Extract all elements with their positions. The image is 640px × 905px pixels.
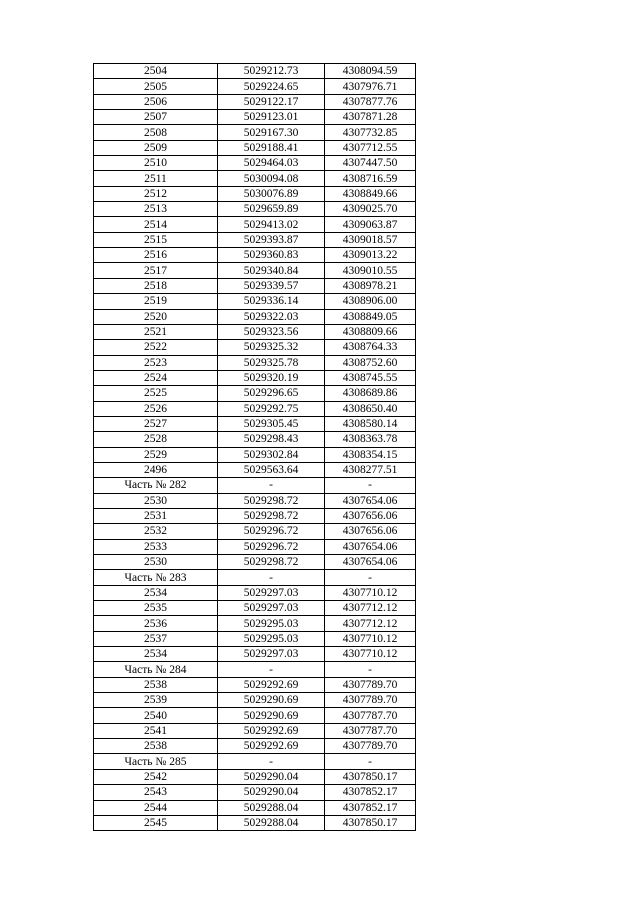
point-number-cell: 2517 <box>94 263 218 278</box>
y-coordinate-cell: 4307654.06 <box>325 493 416 508</box>
point-number-cell: 2532 <box>94 524 218 539</box>
x-coordinate-cell: 5029413.02 <box>218 217 325 232</box>
y-coordinate-cell: 4308354.15 <box>325 447 416 462</box>
table-row <box>94 278 416 293</box>
x-coordinate-cell: 5029297.03 <box>218 601 325 616</box>
point-number-cell: 2527 <box>94 416 218 431</box>
point-number-cell: 2538 <box>94 739 218 754</box>
point-number-cell: 2538 <box>94 677 218 692</box>
table-row <box>94 110 416 125</box>
x-coordinate-cell: 5029298.72 <box>218 508 325 523</box>
table-row <box>94 370 416 385</box>
point-number-cell: 2535 <box>94 601 218 616</box>
x-coordinate-cell: 5029292.69 <box>218 677 325 692</box>
x-coordinate-cell: 5029360.83 <box>218 248 325 263</box>
x-coordinate-cell: 5029340.84 <box>218 263 325 278</box>
point-number-cell: 2516 <box>94 248 218 263</box>
y-coordinate-cell: 4308689.86 <box>325 386 416 401</box>
point-number-cell: 2525 <box>94 386 218 401</box>
x-coordinate-cell: 5029464.03 <box>218 156 325 171</box>
table-row <box>94 800 416 815</box>
x-coordinate-cell: 5029290.04 <box>218 785 325 800</box>
table-row <box>94 539 416 554</box>
y-coordinate-cell: 4307654.06 <box>325 539 416 554</box>
y-coordinate-cell: 4307656.06 <box>325 508 416 523</box>
y-coordinate-cell: 4309063.87 <box>325 217 416 232</box>
table-row <box>94 708 416 723</box>
y-coordinate-cell: 4308580.14 <box>325 416 416 431</box>
y-coordinate-cell: 4309025.70 <box>325 202 416 217</box>
y-coordinate-cell: 4308277.51 <box>325 462 416 477</box>
table-row <box>94 815 416 830</box>
x-coordinate-cell: 5029292.69 <box>218 723 325 738</box>
y-coordinate-cell: 4307712.12 <box>325 601 416 616</box>
x-coordinate-cell: 5029122.17 <box>218 94 325 109</box>
table-row <box>94 462 416 477</box>
table-row <box>94 309 416 324</box>
point-number-cell: 2523 <box>94 355 218 370</box>
point-number-cell: 2540 <box>94 708 218 723</box>
point-number-cell: 2539 <box>94 693 218 708</box>
y-coordinate-cell: 4307710.12 <box>325 631 416 646</box>
x-coordinate-cell: 5029393.87 <box>218 232 325 247</box>
point-number-cell: 2504 <box>94 64 218 79</box>
part-header-row <box>94 662 416 677</box>
x-coordinate-cell: 5029296.72 <box>218 539 325 554</box>
y-coordinate-cell: 4308363.78 <box>325 432 416 447</box>
table-row <box>94 585 416 600</box>
point-number-cell: 2505 <box>94 79 218 94</box>
x-coordinate-cell: 5029325.32 <box>218 340 325 355</box>
table-row <box>94 140 416 155</box>
table-row <box>94 171 416 186</box>
point-number-cell: 2508 <box>94 125 218 140</box>
y-coordinate-cell: 4309013.22 <box>325 248 416 263</box>
table-row <box>94 555 416 570</box>
y-coordinate-cell: 4308094.59 <box>325 64 416 79</box>
point-number-cell: 2542 <box>94 769 218 784</box>
table-row <box>94 508 416 523</box>
y-coordinate-cell: 4308809.66 <box>325 324 416 339</box>
y-coordinate-cell: 4308978.21 <box>325 278 416 293</box>
y-coordinate-cell: 4307654.06 <box>325 555 416 570</box>
point-number-cell: 2518 <box>94 278 218 293</box>
x-coordinate-cell: 5029212.73 <box>218 64 325 79</box>
point-number-cell: 2536 <box>94 616 218 631</box>
y-coordinate-cell: 4308849.05 <box>325 309 416 324</box>
y-coordinate-cell: 4309018.57 <box>325 232 416 247</box>
y-coordinate-cell: 4308906.00 <box>325 294 416 309</box>
table-row <box>94 125 416 140</box>
y-coordinate-cell: - <box>325 570 416 585</box>
x-coordinate-cell: 5029339.57 <box>218 278 325 293</box>
y-coordinate-cell: 4308745.55 <box>325 370 416 385</box>
x-coordinate-cell: - <box>218 478 325 493</box>
point-number-cell: Часть № 284 <box>94 662 218 677</box>
x-coordinate-cell: 5029224.65 <box>218 79 325 94</box>
point-number-cell: 2530 <box>94 493 218 508</box>
point-number-cell: 2541 <box>94 723 218 738</box>
point-number-cell: 2513 <box>94 202 218 217</box>
x-coordinate-cell: - <box>218 662 325 677</box>
x-coordinate-cell: - <box>218 570 325 585</box>
x-coordinate-cell: 5029288.04 <box>218 815 325 830</box>
x-coordinate-cell: 5029322.03 <box>218 309 325 324</box>
table-row <box>94 340 416 355</box>
point-number-cell: 2529 <box>94 447 218 462</box>
y-coordinate-cell: 4307710.12 <box>325 585 416 600</box>
point-number-cell: 2521 <box>94 324 218 339</box>
x-coordinate-cell: 5029292.69 <box>218 739 325 754</box>
table-row <box>94 232 416 247</box>
y-coordinate-cell: 4307789.70 <box>325 677 416 692</box>
x-coordinate-cell: 5030076.89 <box>218 186 325 201</box>
point-number-cell: 2515 <box>94 232 218 247</box>
x-coordinate-cell: 5029295.03 <box>218 631 325 646</box>
x-coordinate-cell: 5029296.65 <box>218 386 325 401</box>
table-row <box>94 156 416 171</box>
point-number-cell: 2520 <box>94 309 218 324</box>
y-coordinate-cell: - <box>325 478 416 493</box>
y-coordinate-cell: 4307976.71 <box>325 79 416 94</box>
table-row <box>94 79 416 94</box>
x-coordinate-cell: 5029290.69 <box>218 708 325 723</box>
table-row <box>94 693 416 708</box>
point-number-cell: 2514 <box>94 217 218 232</box>
x-coordinate-cell: 5029167.30 <box>218 125 325 140</box>
y-coordinate-cell: 4307877.76 <box>325 94 416 109</box>
coordinates-table-body <box>94 64 416 831</box>
table-row <box>94 432 416 447</box>
y-coordinate-cell: 4307850.17 <box>325 815 416 830</box>
point-number-cell: 2544 <box>94 800 218 815</box>
y-coordinate-cell: 4307852.17 <box>325 785 416 800</box>
part-header-row <box>94 570 416 585</box>
x-coordinate-cell: 5029292.75 <box>218 401 325 416</box>
table-row <box>94 401 416 416</box>
table-row <box>94 386 416 401</box>
x-coordinate-cell: 5029298.72 <box>218 493 325 508</box>
table-row <box>94 769 416 784</box>
table-row <box>94 248 416 263</box>
y-coordinate-cell: 4309010.55 <box>325 263 416 278</box>
point-number-cell: 2528 <box>94 432 218 447</box>
point-number-cell: 2537 <box>94 631 218 646</box>
x-coordinate-cell: 5029325.78 <box>218 355 325 370</box>
coordinates-table <box>93 63 416 831</box>
table-row <box>94 324 416 339</box>
x-coordinate-cell: 5029296.72 <box>218 524 325 539</box>
x-coordinate-cell: 5029298.72 <box>218 555 325 570</box>
y-coordinate-cell: 4307852.17 <box>325 800 416 815</box>
y-coordinate-cell: 4307871.28 <box>325 110 416 125</box>
y-coordinate-cell: 4307789.70 <box>325 693 416 708</box>
x-coordinate-cell: 5029320.19 <box>218 370 325 385</box>
table-row <box>94 447 416 462</box>
point-number-cell: Часть № 283 <box>94 570 218 585</box>
y-coordinate-cell: 4307447.50 <box>325 156 416 171</box>
x-coordinate-cell: 5029188.41 <box>218 140 325 155</box>
y-coordinate-cell: 4307710.12 <box>325 647 416 662</box>
table-row <box>94 524 416 539</box>
point-number-cell: Часть № 285 <box>94 754 218 769</box>
table-row <box>94 616 416 631</box>
table-row <box>94 416 416 431</box>
y-coordinate-cell: 4308849.66 <box>325 186 416 201</box>
y-coordinate-cell: 4307787.70 <box>325 708 416 723</box>
x-coordinate-cell: 5029288.04 <box>218 800 325 815</box>
y-coordinate-cell: 4307712.12 <box>325 616 416 631</box>
table-row <box>94 601 416 616</box>
y-coordinate-cell: 4308764.33 <box>325 340 416 355</box>
table-row <box>94 355 416 370</box>
point-number-cell: 2506 <box>94 94 218 109</box>
point-number-cell: 2534 <box>94 647 218 662</box>
y-coordinate-cell: 4308716.59 <box>325 171 416 186</box>
x-coordinate-cell: 5029323.56 <box>218 324 325 339</box>
table-row <box>94 647 416 662</box>
point-number-cell: 2543 <box>94 785 218 800</box>
point-number-cell: 2507 <box>94 110 218 125</box>
x-coordinate-cell: 5029305.45 <box>218 416 325 431</box>
point-number-cell: 2496 <box>94 462 218 477</box>
point-number-cell: 2545 <box>94 815 218 830</box>
point-number-cell: 2534 <box>94 585 218 600</box>
point-number-cell: 2531 <box>94 508 218 523</box>
x-coordinate-cell: 5029297.03 <box>218 647 325 662</box>
x-coordinate-cell: 5029563.64 <box>218 462 325 477</box>
table-row <box>94 202 416 217</box>
table-row <box>94 677 416 692</box>
y-coordinate-cell: 4307789.70 <box>325 739 416 754</box>
part-header-row <box>94 478 416 493</box>
x-coordinate-cell: 5029290.04 <box>218 769 325 784</box>
point-number-cell: 2522 <box>94 340 218 355</box>
table-row <box>94 217 416 232</box>
x-coordinate-cell: 5029302.84 <box>218 447 325 462</box>
point-number-cell: 2509 <box>94 140 218 155</box>
point-number-cell: 2526 <box>94 401 218 416</box>
table-row <box>94 64 416 79</box>
point-number-cell: 2510 <box>94 156 218 171</box>
table-row <box>94 263 416 278</box>
y-coordinate-cell: 4308650.40 <box>325 401 416 416</box>
table-row <box>94 493 416 508</box>
part-header-row <box>94 754 416 769</box>
table-row <box>94 294 416 309</box>
y-coordinate-cell: - <box>325 754 416 769</box>
point-number-cell: 2530 <box>94 555 218 570</box>
table-row <box>94 723 416 738</box>
x-coordinate-cell: 5030094.08 <box>218 171 325 186</box>
y-coordinate-cell: 4307732.85 <box>325 125 416 140</box>
point-number-cell: 2511 <box>94 171 218 186</box>
y-coordinate-cell: 4307656.06 <box>325 524 416 539</box>
table-row <box>94 785 416 800</box>
x-coordinate-cell: 5029298.43 <box>218 432 325 447</box>
table-row <box>94 739 416 754</box>
table-row <box>94 94 416 109</box>
x-coordinate-cell: 5029336.14 <box>218 294 325 309</box>
y-coordinate-cell: 4307850.17 <box>325 769 416 784</box>
table-row <box>94 631 416 646</box>
y-coordinate-cell: 4308752.60 <box>325 355 416 370</box>
x-coordinate-cell: 5029659.89 <box>218 202 325 217</box>
point-number-cell: 2524 <box>94 370 218 385</box>
point-number-cell: 2519 <box>94 294 218 309</box>
x-coordinate-cell: - <box>218 754 325 769</box>
y-coordinate-cell: - <box>325 662 416 677</box>
x-coordinate-cell: 5029297.03 <box>218 585 325 600</box>
point-number-cell: Часть № 282 <box>94 478 218 493</box>
x-coordinate-cell: 5029295.03 <box>218 616 325 631</box>
y-coordinate-cell: 4307787.70 <box>325 723 416 738</box>
x-coordinate-cell: 5029290.69 <box>218 693 325 708</box>
point-number-cell: 2512 <box>94 186 218 201</box>
table-row <box>94 186 416 201</box>
y-coordinate-cell: 4307712.55 <box>325 140 416 155</box>
point-number-cell: 2533 <box>94 539 218 554</box>
x-coordinate-cell: 5029123.01 <box>218 110 325 125</box>
